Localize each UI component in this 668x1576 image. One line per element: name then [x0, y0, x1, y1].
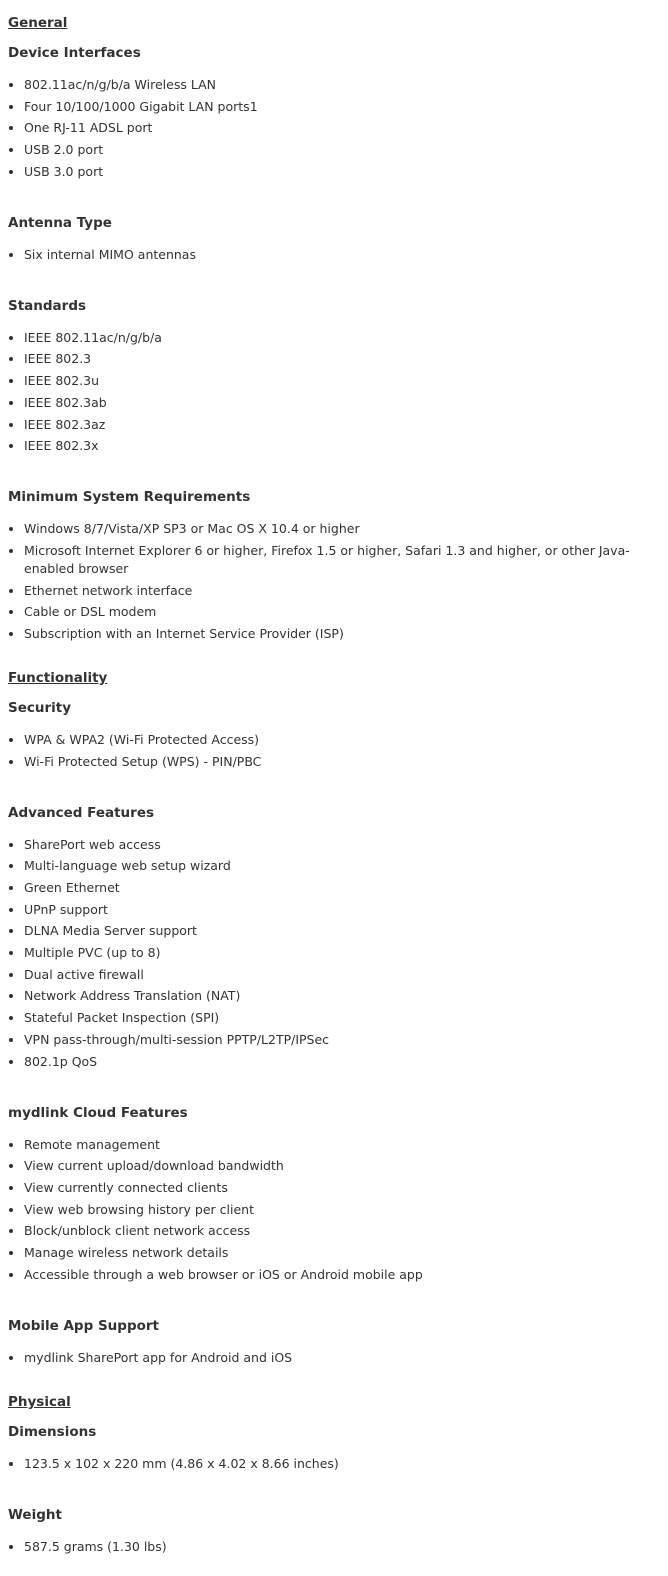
- list-item: WPA & WPA2 (Wi-Fi Protected Access): [8, 731, 663, 749]
- list-item: Accessible through a web browser or iOS or Android mobile app: [8, 1266, 663, 1284]
- spec-heading-device-interfaces: Device Interfaces: [8, 45, 141, 61]
- spec-heading-dimensions: Dimensions: [8, 1423, 97, 1440]
- list-item: Windows 8/7/Vista/XP SP3 or Mac OS X 10.4 or higher: [8, 520, 663, 538]
- section-title-general: General: [8, 15, 68, 31]
- list-item: Six internal MIMO antennas: [8, 246, 663, 264]
- list-item: UPnP support: [8, 901, 663, 919]
- section-title-physical: Physical: [8, 1393, 71, 1410]
- list-item: Wi-Fi Protected Setup (WPS) - PIN/PBC: [8, 753, 663, 771]
- spec-heading-standards: Standards: [8, 297, 87, 314]
- list-item: SharePort web access: [8, 836, 663, 854]
- spec-list: [8, 1136, 663, 1284]
- list-item: DLNA Media Server support: [8, 922, 663, 940]
- list-item: VPN pass-through/multi-session PPTP/L2TP/IPSec: [8, 1031, 663, 1049]
- list-item: Block/unblock client network access: [8, 1222, 663, 1240]
- list-item: View web browsing history per client: [8, 1201, 663, 1219]
- list-item: IEEE 802.11ac/n/g/b/a: [8, 329, 663, 347]
- list-item: Subscription with an Internet Service Provider (ISP): [8, 625, 663, 643]
- list-item: Manage wireless network details: [8, 1244, 663, 1262]
- spec-heading-antenna-type: Antenna Type: [8, 214, 112, 231]
- list-item: IEEE 802.3u: [8, 372, 663, 390]
- list-item: Ethernet network interface: [8, 582, 663, 600]
- spec-list: [8, 1349, 663, 1367]
- spec-list: [8, 76, 663, 181]
- list-item: Multiple PVC (up to 8): [8, 944, 663, 962]
- list-item: USB 3.0 port: [8, 163, 663, 181]
- spec-heading-mobile-app-support: Mobile App Support: [8, 1317, 160, 1334]
- list-item: mydlink SharePort app for Android and iOS: [8, 1349, 663, 1367]
- spec-list: [8, 520, 663, 643]
- list-item: IEEE 802.3ab: [8, 394, 663, 412]
- spec-list: [8, 246, 663, 264]
- list-item: One RJ-11 ADSL port: [8, 119, 663, 137]
- spec-list: [8, 731, 663, 771]
- list-item: 802.11ac/n/g/b/a Wireless LAN: [8, 76, 663, 94]
- spec-document: [8, 0, 663, 1576]
- list-item: View currently connected clients: [8, 1179, 663, 1197]
- list-item: Dual active firewall: [8, 966, 663, 984]
- list-item: Stateful Packet Inspection (SPI): [8, 1009, 663, 1027]
- spec-heading-security: Security: [8, 699, 72, 716]
- list-item: IEEE 802.3az: [8, 416, 663, 434]
- list-item: Network Address Translation (NAT): [8, 987, 663, 1005]
- spec-list: [8, 836, 663, 1071]
- spec-heading-advanced-features: Advanced Features: [8, 804, 155, 821]
- list-item: USB 2.0 port: [8, 141, 663, 159]
- list-item: Remote management: [8, 1136, 663, 1154]
- list-item: Microsoft Internet Explorer 6 or higher, Firefox 1.5 or higher, Safari 1.3 and higher, or other Java-enabled browser: [8, 542, 663, 578]
- spec-heading-weight: Weight: [8, 1506, 62, 1523]
- list-item: 123.5 x 102 x 220 mm (4.86 x 4.02 x 8.66 inches): [8, 1455, 663, 1473]
- list-item: Multi-language web setup wizard: [8, 857, 663, 875]
- spec-heading-mydlink-cloud-features: mydlink Cloud Features: [8, 1104, 188, 1121]
- list-item: Cable or DSL modem: [8, 603, 663, 621]
- spec-list: [8, 329, 663, 455]
- section-title-functionality: Functionality: [8, 669, 108, 686]
- list-item: 587.5 grams (1.30 lbs): [8, 1538, 663, 1556]
- spec-list: [8, 1538, 663, 1556]
- list-item: IEEE 802.3: [8, 350, 663, 368]
- list-item: Green Ethernet: [8, 879, 663, 897]
- list-item: Four 10/100/1000 Gigabit LAN ports1: [8, 98, 663, 116]
- spec-list: [8, 1455, 663, 1473]
- spec-heading-minimum-system-requirements: Minimum System Requirements: [8, 489, 251, 506]
- list-item: View current upload/download bandwidth: [8, 1157, 663, 1175]
- list-item: 802.1p QoS: [8, 1053, 663, 1071]
- list-item: IEEE 802.3x: [8, 437, 663, 455]
